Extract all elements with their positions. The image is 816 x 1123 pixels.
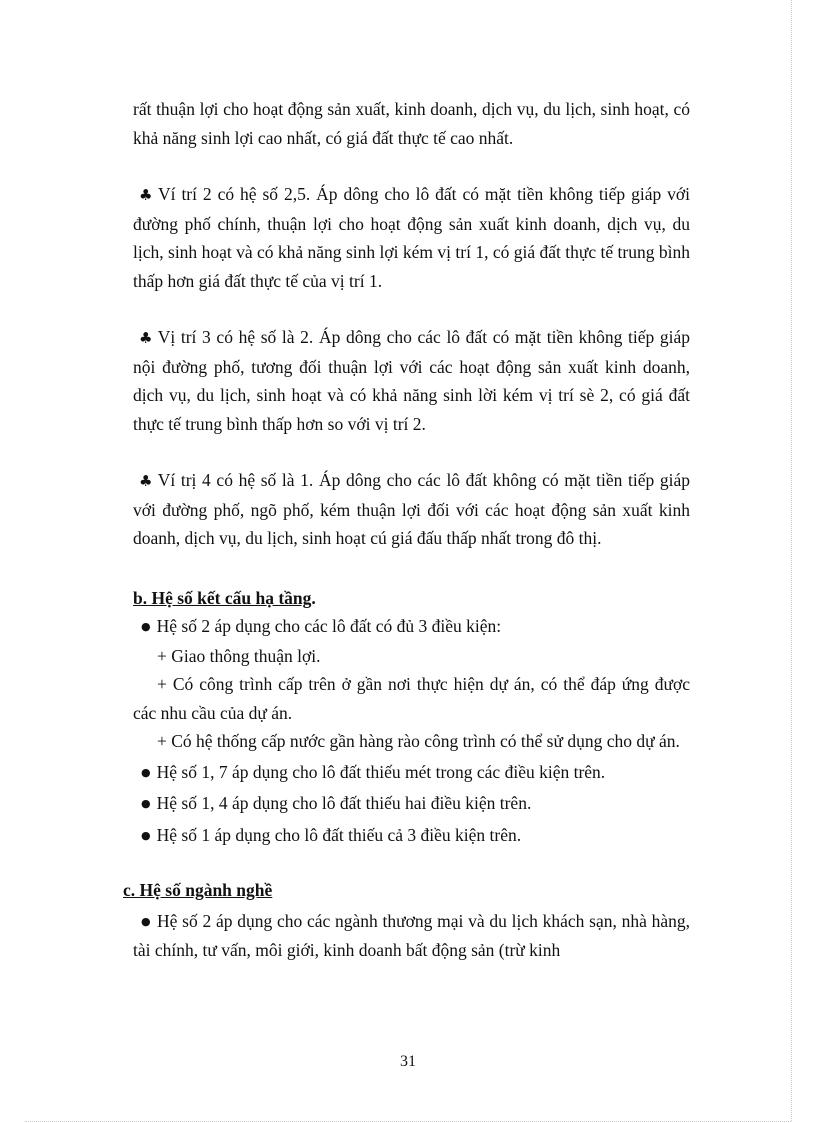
section-c-bullet-1	[133, 907, 690, 965]
section-c-heading: c. Hệ số ngành nghề	[123, 880, 273, 900]
position-2-paragraph	[133, 180, 690, 295]
condition-2: + Có công trình cấp trên ở gần nơi thực hiện dự án, có thể đáp ứng được các nhu cầu của dự án.	[133, 674, 690, 723]
bullet-icon: ●	[141, 914, 151, 928]
position-3-paragraph	[133, 323, 690, 438]
section-b-bullet-3-text: Hệ số 1, 4 áp dụng cho lô đất thiếu hai điều kiện trên.	[156, 793, 532, 813]
position-4-text: Ví trị 4 có hệ số là 1. Áp dông cho các lô đất không có mặt tiền tiếp giáp với đường phố, ngõ phố, kém thuận lợi đối với các hoạt động sản xuất kinh doanh, dịch vụ, du lịch, sinh hoạt cú giá đấu thấp nhất trong đô thị.	[133, 470, 690, 548]
page-number: 31	[400, 1053, 416, 1070]
section-b-bullet-1	[133, 612, 690, 642]
position-3-text: Vị trí 3 có hệ số là 2. Áp dông cho các lô đất có mặt tiền không tiếp giáp nội đường phố, tương đối thuận lợi với các hoạt động sản xuất kinh doanh, dịch vụ, du lịch, sinh hoạt và có khả năng sinh lời kém vị trí sè 2, có giá đất thực tế trung bình thấp hơn so với vị trí 2.	[133, 327, 690, 434]
club-icon: ♣	[139, 472, 154, 490]
intro-paragraph: rất thuận lợi cho hoạt động sản xuất, kinh doanh, dịch vụ, du lịch, sinh hoạt, có khả năng sinh lợi cao nhất, có giá đất thực tế cao nhất.	[133, 99, 690, 148]
bullet-icon: ●	[141, 797, 151, 810]
section-b-bullet-2-text: Hệ số 1, 7 áp dụng cho lô đất thiếu mét trong các điều kiện trên.	[156, 761, 606, 782]
document-body	[123, 95, 691, 965]
position-4-paragraph	[133, 466, 690, 553]
section-b-bullet-4	[133, 821, 690, 851]
bullet-icon: ●	[141, 828, 151, 842]
section-b-heading-text: b. Hệ số kết cấu hạ tầng	[133, 587, 312, 608]
condition-3: + Có hệ thống cấp nước gần hàng rào công trình có thể sử dụng cho dự án.	[157, 731, 680, 751]
condition-1: + Giao thông thuận lợi.	[157, 645, 321, 666]
section-b-bullet-2	[133, 758, 690, 788]
section-b-heading-suffix: .	[311, 587, 316, 608]
position-2-text: Ví trí 2 có hệ số 2,5. Áp dông cho lô đất có mặt tiền không tiếp giáp với đường phố chính, thuận lợi cho hoạt động sản xuất kinh doanh, dịch vụ, du lịch, sinh hoạt và có khả năng sinh lợi kém vị trí 1, có giá đất thực tế trung bình thấp hơn giá đất thực tế của vị trí 1.	[133, 184, 691, 291]
section-b-bullet-1-text: Hệ số 2 áp dụng cho các lô đất có đủ 3 điều kiện:	[156, 616, 502, 636]
section-b-heading	[133, 584, 690, 613]
section-c-bullet-1-text: Hệ số 2 áp dụng cho các ngành thương mại và du lịch khách sạn, nhà hàng, tài chính, tư vấn, môi giới, kinh doanh bất động sản (trừ kinh	[133, 910, 690, 960]
bullet-icon: ●	[141, 765, 151, 779]
section-b-bullet-3	[133, 789, 690, 819]
bullet-icon: ●	[141, 620, 151, 633]
section-b-bullet-4-text: Hệ số 1 áp dụng cho lô đất thiếu cả 3 điều kiện trên.	[156, 824, 522, 845]
club-icon: ♣	[139, 186, 155, 204]
page-edge-right	[791, 0, 792, 1121]
club-icon: ♣	[139, 329, 154, 347]
page-edge-bottom	[25, 1121, 791, 1122]
